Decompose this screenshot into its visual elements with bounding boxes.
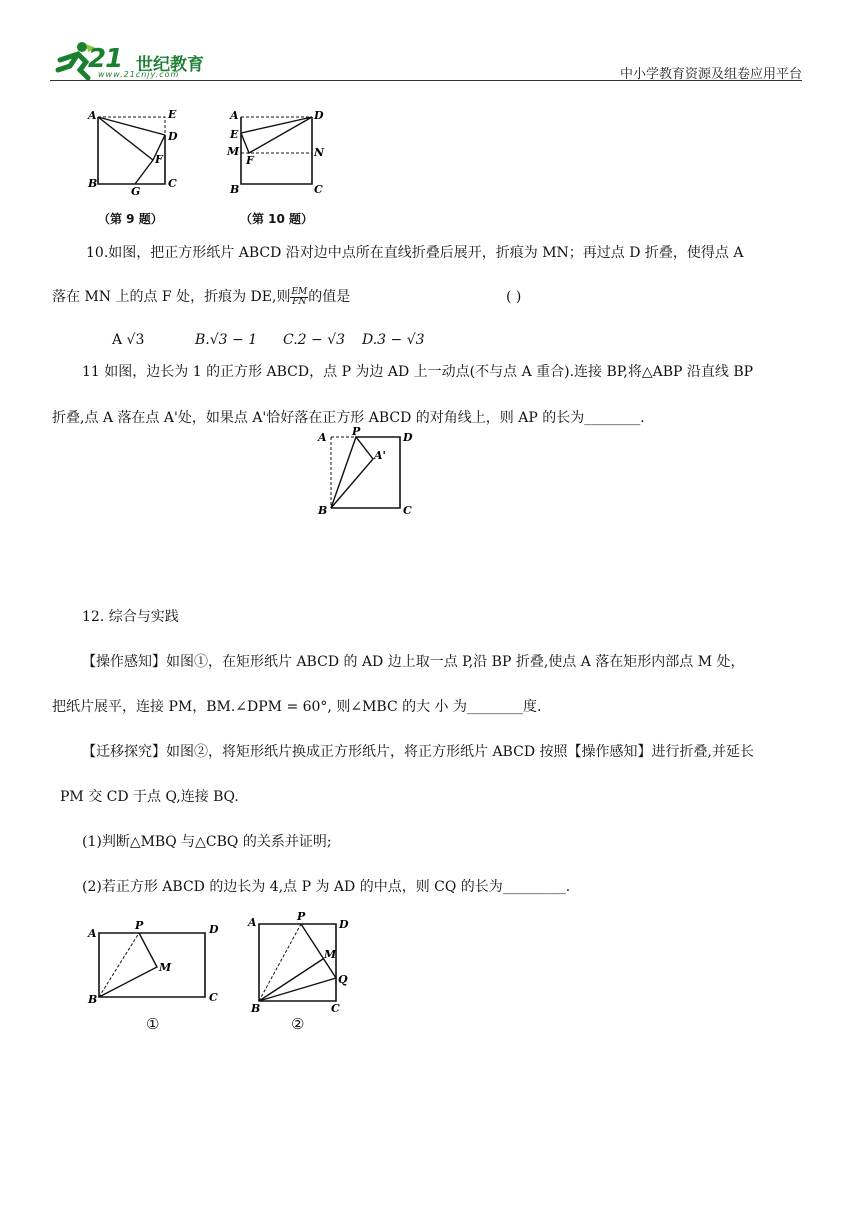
svg-text:B: B [318,504,328,517]
option-b: B.√3 − 1 [195,332,258,348]
answer-blank: ( ) [506,289,522,305]
q10-line-2: 落在 MN 上的点 F 处，折痕为 DE,则 $\frac{EM}{FN}$ 的值是 [52,286,351,307]
svg-text:E: E [230,128,239,141]
svg-text:B: B [251,1002,261,1015]
svg-text:D: D [209,923,219,936]
svg-text:A': A' [374,449,386,462]
svg-text:A: A [318,431,327,444]
figure-2-caption: ② [291,1015,305,1033]
svg-text:N: N [314,146,325,159]
svg-text:M: M [324,948,337,961]
figure-11 [310,425,420,520]
svg-text:M: M [159,961,172,974]
option-a: A √3 [112,332,145,348]
q12-para-2b: PM 交 CD 于点 Q,连接 BQ. [60,789,239,805]
svg-text:A: A [88,109,97,122]
svg-text:A: A [230,109,239,122]
q12-sub-2: (2)若正方形 ABCD 的边长为 4,点 P 为 AD 的中点，则 CQ 的长为_________. [82,879,571,895]
svg-text:D: D [339,918,349,931]
figure-12-1 [85,915,225,1010]
svg-text:E: E [168,108,177,121]
logo-number: 21 [88,44,123,74]
header-divider [50,80,802,81]
ratio-fraction: $\frac{EM}{FN}$ [291,286,308,307]
q12-title: 12. 综合与实践 [82,609,179,625]
svg-text:C: C [209,991,218,1004]
svg-text:C: C [168,177,177,190]
svg-text:D: D [314,109,324,122]
q12-para-1a: 【操作感知】如图①，在矩形纸片 ABCD 的 AD 边上取一点 P,沿 BP 折叠,使点 A 落在矩形内部点 M 处， [82,654,745,670]
svg-text:B: B [88,177,98,190]
svg-text:Q: Q [338,973,348,986]
platform-name: 中小学教育资源及组卷应用平台 [619,67,802,82]
svg-text:D: D [403,431,413,444]
svg-text:A: A [88,927,97,940]
q11-line-1: 11 如图，边长为 1 的正方形 ABCD，点 P 为边 AD 上一动点(不与点 A 重合).连接 BP,将△ABP 沿直线 BP [82,364,754,380]
figure-9-caption: （第 9 题） [98,212,163,226]
svg-text:C: C [403,504,412,517]
svg-text:P: P [297,910,306,923]
svg-text:A: A [248,916,257,929]
figure-1-caption: ① [146,1015,160,1033]
figure-10 [222,105,332,197]
q11-line-2: 折叠,点 A 落在点 A'处，如果点 A'恰好落在正方形 ABCD 的对角线上，则 AP 的长为________. [52,410,645,426]
logo-title: 世纪教育 [136,55,204,75]
svg-text:G: G [131,185,141,197]
svg-text:P: P [352,425,361,438]
q12-para-2a: 【迁移探究】如图②，将矩形纸片换成正方形纸片，将正方形纸片 ABCD 按照【操作感知】进行折叠,并延长 [82,744,754,760]
figure-10-caption: （第 10 题） [240,212,314,226]
svg-text:F: F [246,154,254,167]
q10-line-1: 10.如图，把正方形纸片 ABCD 沿对边中点所在直线折叠后展开，折痕为 MN；再过点 D 折叠，使得点 A [86,245,744,261]
option-c: C.2 − √3 [283,332,346,348]
q10-line-2-text: 落在 MN 上的点 F 处，折痕为 DE,则 [52,289,291,305]
svg-text:M: M [227,145,240,158]
logo-url: www.21cnjy.com [98,70,180,79]
svg-text:P: P [135,919,144,932]
svg-text:C: C [314,183,323,196]
svg-text:B: B [88,993,98,1006]
q12-para-1b: 把纸片展平，连接 PM，BM.∠DPM = 60°, 则∠MBC 的大 小 为________度. [52,699,542,715]
svg-text:F: F [155,153,163,166]
svg-text:C: C [331,1002,340,1015]
svg-text:D: D [168,130,178,143]
q12-sub-1: (1)判断△MBQ 与△CBQ 的关系并证明; [82,834,332,850]
svg-text:B: B [230,183,240,196]
option-d: D.3 − √3 [362,332,425,348]
figure-9 [85,105,185,197]
figure-12-2 [245,910,355,1015]
